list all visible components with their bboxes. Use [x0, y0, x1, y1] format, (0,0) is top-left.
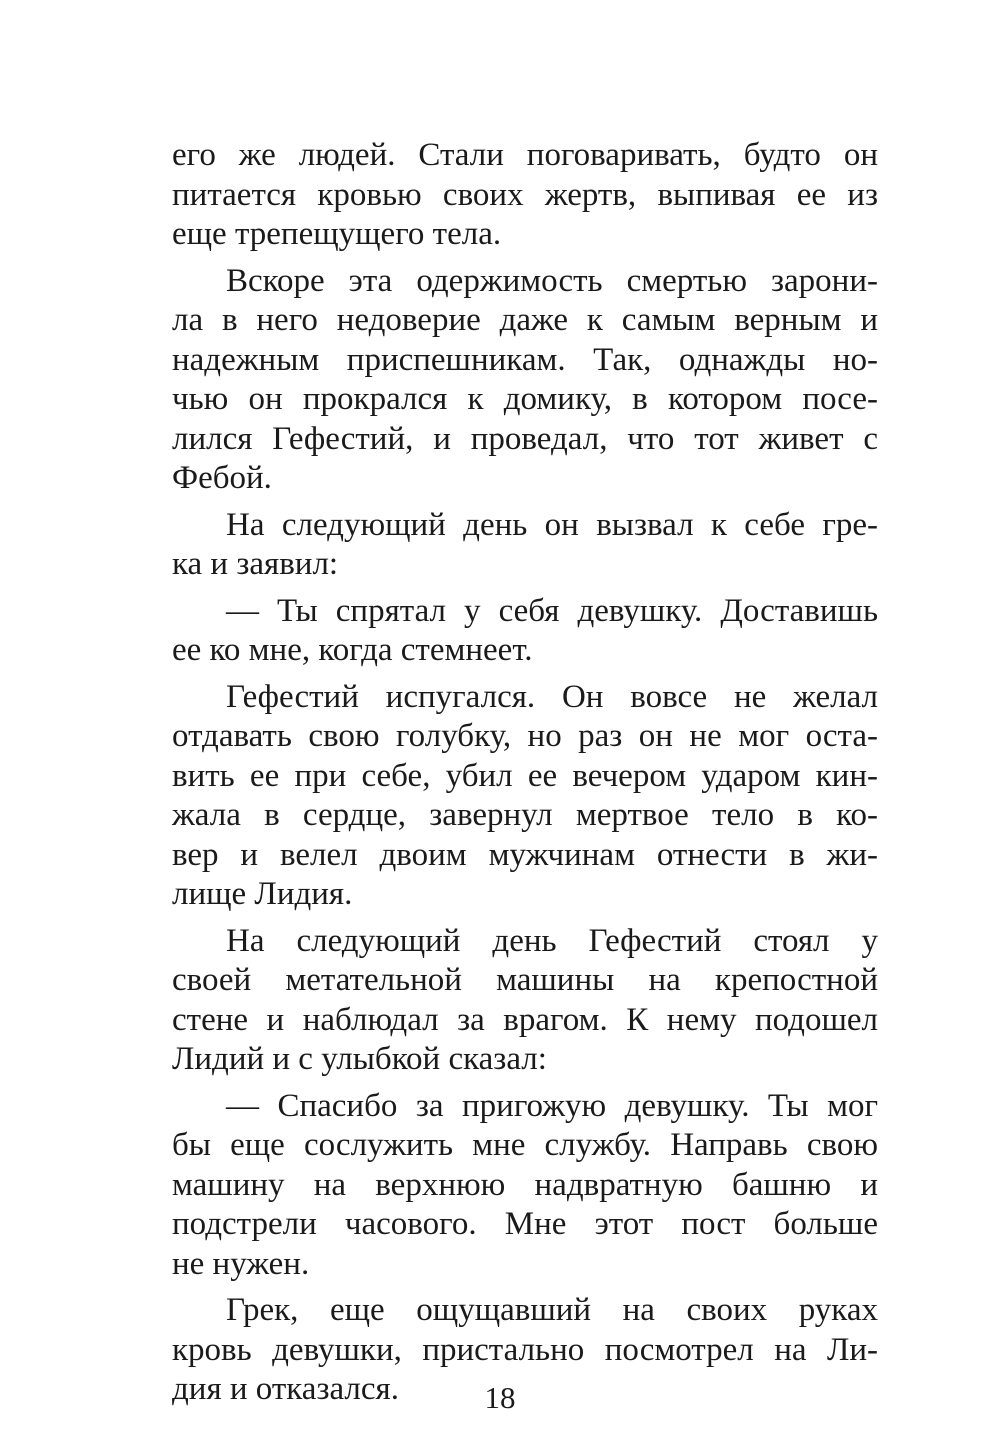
- paragraph: [172, 262, 878, 499]
- page-number: 18: [484, 1380, 516, 1415]
- paragraph-gap: [172, 915, 878, 922]
- text-line: Фебой.: [172, 460, 272, 496]
- text-line: своей метательной машины на крепостной: [172, 962, 878, 998]
- text-line: машину на верхнюю надвратную башню и: [172, 1166, 878, 1203]
- text-line: жала в сердце, завернул мертвое тело в ко-: [172, 797, 878, 833]
- text-line: питается кровью своих жертв, выпивая ее из: [172, 176, 878, 213]
- text-line: ла в него недоверие даже к самым верным и: [172, 302, 878, 338]
- paragraph-gap: [172, 499, 878, 506]
- text-line: Грек, еще ощущавший на своих руках: [226, 1292, 878, 1328]
- text-line: стене и наблюдал за врагом. К нему подошел: [172, 1001, 878, 1038]
- paragraph-gap: [172, 1284, 878, 1291]
- text-line: еще трепещущего тела.: [172, 216, 502, 252]
- text-line: его же людей. Стали поговаривать, будто он: [172, 137, 878, 173]
- text-line: вить ее при себе, убил ее вечером ударом кин-: [172, 757, 878, 794]
- text-line: бы еще сослужить мне службу. Направь свою: [172, 1127, 878, 1163]
- text-line: ка и заявил:: [172, 546, 339, 582]
- paragraph: [172, 592, 878, 671]
- text-line: отдавать свою голубку, но раз он не мог оста-: [172, 718, 878, 754]
- text-line: Вскоре эта одержимость смертью зарони-: [226, 262, 878, 299]
- paragraph-gap: [172, 585, 878, 592]
- text-line: не нужен.: [172, 1245, 310, 1282]
- text-line: вер и велел двоим мужчинам отнести в жи-: [172, 836, 878, 873]
- paragraph: [172, 1087, 878, 1285]
- text-line: — Ты спрятал у себя девушку. Доставишь: [226, 592, 878, 629]
- text-line: дия и отказался.: [172, 1371, 399, 1407]
- text-line: На следующий день он вызвал к себе гре-: [226, 506, 878, 543]
- text-line: надежным приспешникам. Так, однажды но-: [172, 341, 878, 378]
- text-line: — Спасибо за пригожую девушку. Ты мог: [226, 1087, 878, 1124]
- paragraph: [172, 922, 878, 1080]
- paragraph: [172, 506, 878, 585]
- text-line: подстрели часового. Мне этот пост больше: [172, 1206, 878, 1242]
- paragraph-gap: [172, 671, 878, 678]
- text-line: На следующий день Гефестий стоял у: [226, 922, 878, 959]
- text-line: лился Гефестий, и проведал, что тот живет с: [172, 420, 878, 457]
- text-line: лище Лидия.: [172, 876, 353, 912]
- paragraph-gap: [172, 1080, 878, 1087]
- text-line: чью он прокрался к домику, в котором посе-: [172, 381, 878, 417]
- paragraph: [172, 136, 878, 255]
- paragraph-gap: [172, 255, 878, 262]
- text-line: Лидий и с улыбкой сказал:: [172, 1041, 547, 1077]
- text-line: ее ко мне, когда стемнеет.: [172, 632, 533, 668]
- text-line: кровь девушки, пристально посмотрел на Ли-: [172, 1331, 878, 1368]
- paragraph: [172, 678, 878, 915]
- page-body: [172, 136, 878, 1410]
- text-line: Гефестий испугался. Он вовсе не желал: [226, 678, 878, 715]
